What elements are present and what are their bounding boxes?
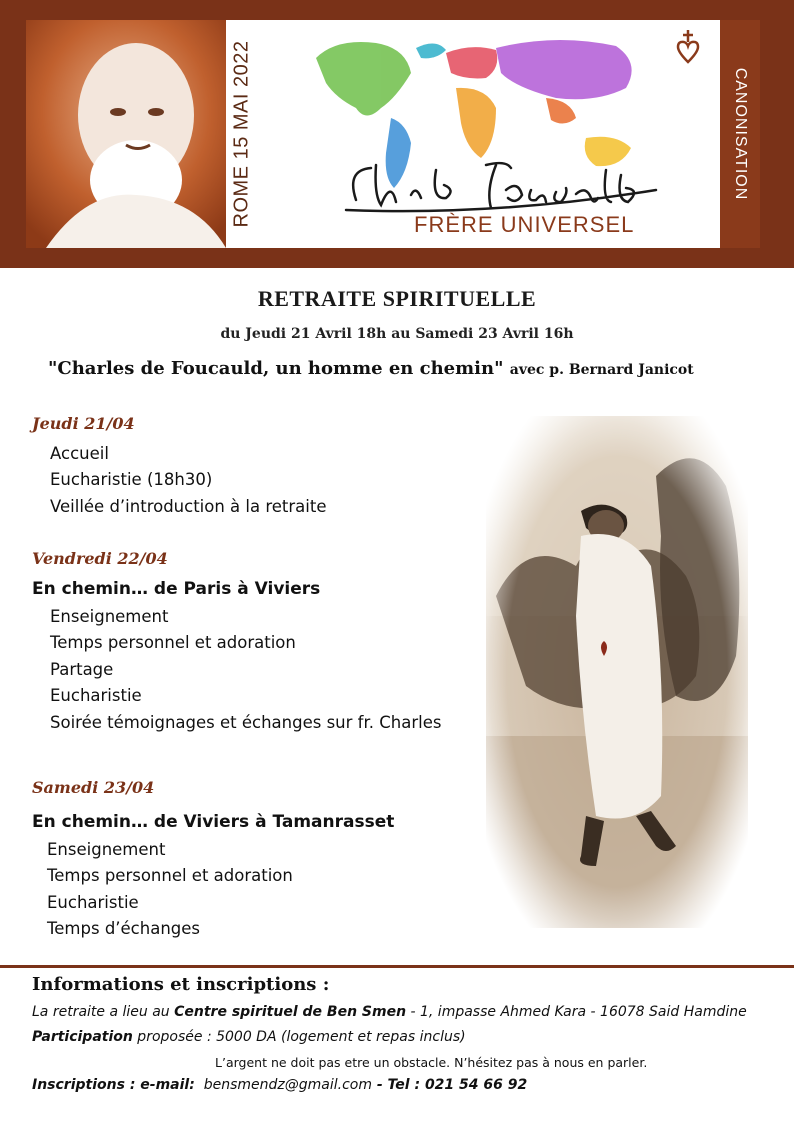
list-item: Temps personnel et adoration	[50, 633, 296, 652]
event-date: ROME 15 MAI 2022	[230, 40, 253, 228]
inscriptions-line	[32, 1077, 527, 1093]
day2-heading: Vendredi 22/04	[32, 549, 168, 568]
banner-panel	[26, 20, 760, 248]
list-item: Enseignement	[50, 607, 169, 626]
list-item: Eucharistie	[47, 893, 139, 912]
theme-quote: "Charles de Foucauld, un homme en chemin"	[48, 358, 504, 379]
theme-speaker: avec p. Bernard Janicot	[509, 362, 694, 378]
day3-heading: Samedi 23/04	[32, 778, 155, 797]
list-item: Eucharistie (18h30)	[50, 470, 213, 489]
location-line	[32, 1004, 747, 1020]
email-link[interactable]: bensmendz@gmail.com	[203, 1077, 372, 1093]
location-name: Centre spirituel de Ben Smen	[174, 1004, 407, 1020]
list-item: Veillée d’introduction à la retraite	[50, 497, 327, 516]
list-item: Soirée témoignages et échanges sur fr. Charles	[50, 713, 442, 732]
location-prefix: La retraite a lieu au	[32, 1004, 175, 1020]
frere-universel-label: FRÈRE UNIVERSEL	[414, 212, 635, 237]
signature-artwork	[336, 150, 666, 220]
day2-subtitle: En chemin… de Paris à Viviers	[32, 579, 321, 599]
portrait-image	[26, 20, 226, 248]
day3-subtitle: En chemin… de Viviers à Tamanrasset	[32, 812, 395, 832]
retreat-theme	[48, 358, 694, 379]
day1-heading: Jeudi 21/04	[32, 414, 135, 433]
retreat-dates: du Jeudi 21 Avril 18h au Samedi 23 Avril 16h	[220, 326, 574, 342]
participation-text: proposée : 5000 DA (logement et repas inclus)	[132, 1029, 466, 1045]
footer-divider	[0, 965, 794, 968]
list-item: Enseignement	[47, 840, 166, 859]
participation-label: Participation	[32, 1029, 133, 1045]
list-item: Temps d’échanges	[47, 919, 201, 938]
list-item: Eucharistie	[50, 686, 142, 705]
list-item: Temps personnel et adoration	[47, 866, 293, 885]
canonisation-label: CANONISATION	[732, 67, 749, 201]
phone-number: - Tel : 021 54 66 92	[372, 1077, 528, 1093]
payment-note: L’argent ne doit pas etre un obstacle. N’hésitez pas à nous en parler.	[215, 1055, 648, 1070]
camel-photo	[486, 416, 748, 928]
participation-line	[32, 1029, 466, 1045]
header-banner	[0, 0, 794, 268]
inscriptions-label: Inscriptions : e-mail:	[32, 1077, 195, 1093]
list-item: Partage	[50, 660, 114, 679]
info-title: Informations et inscriptions :	[32, 974, 330, 995]
heart-cross-icon	[676, 28, 700, 64]
location-address: - 1, impasse Ahmed Kara - 16078 Said Hamdine	[406, 1004, 747, 1020]
page-title: RETRAITE SPIRITUELLE	[257, 286, 537, 311]
list-item: Accueil	[50, 444, 109, 463]
